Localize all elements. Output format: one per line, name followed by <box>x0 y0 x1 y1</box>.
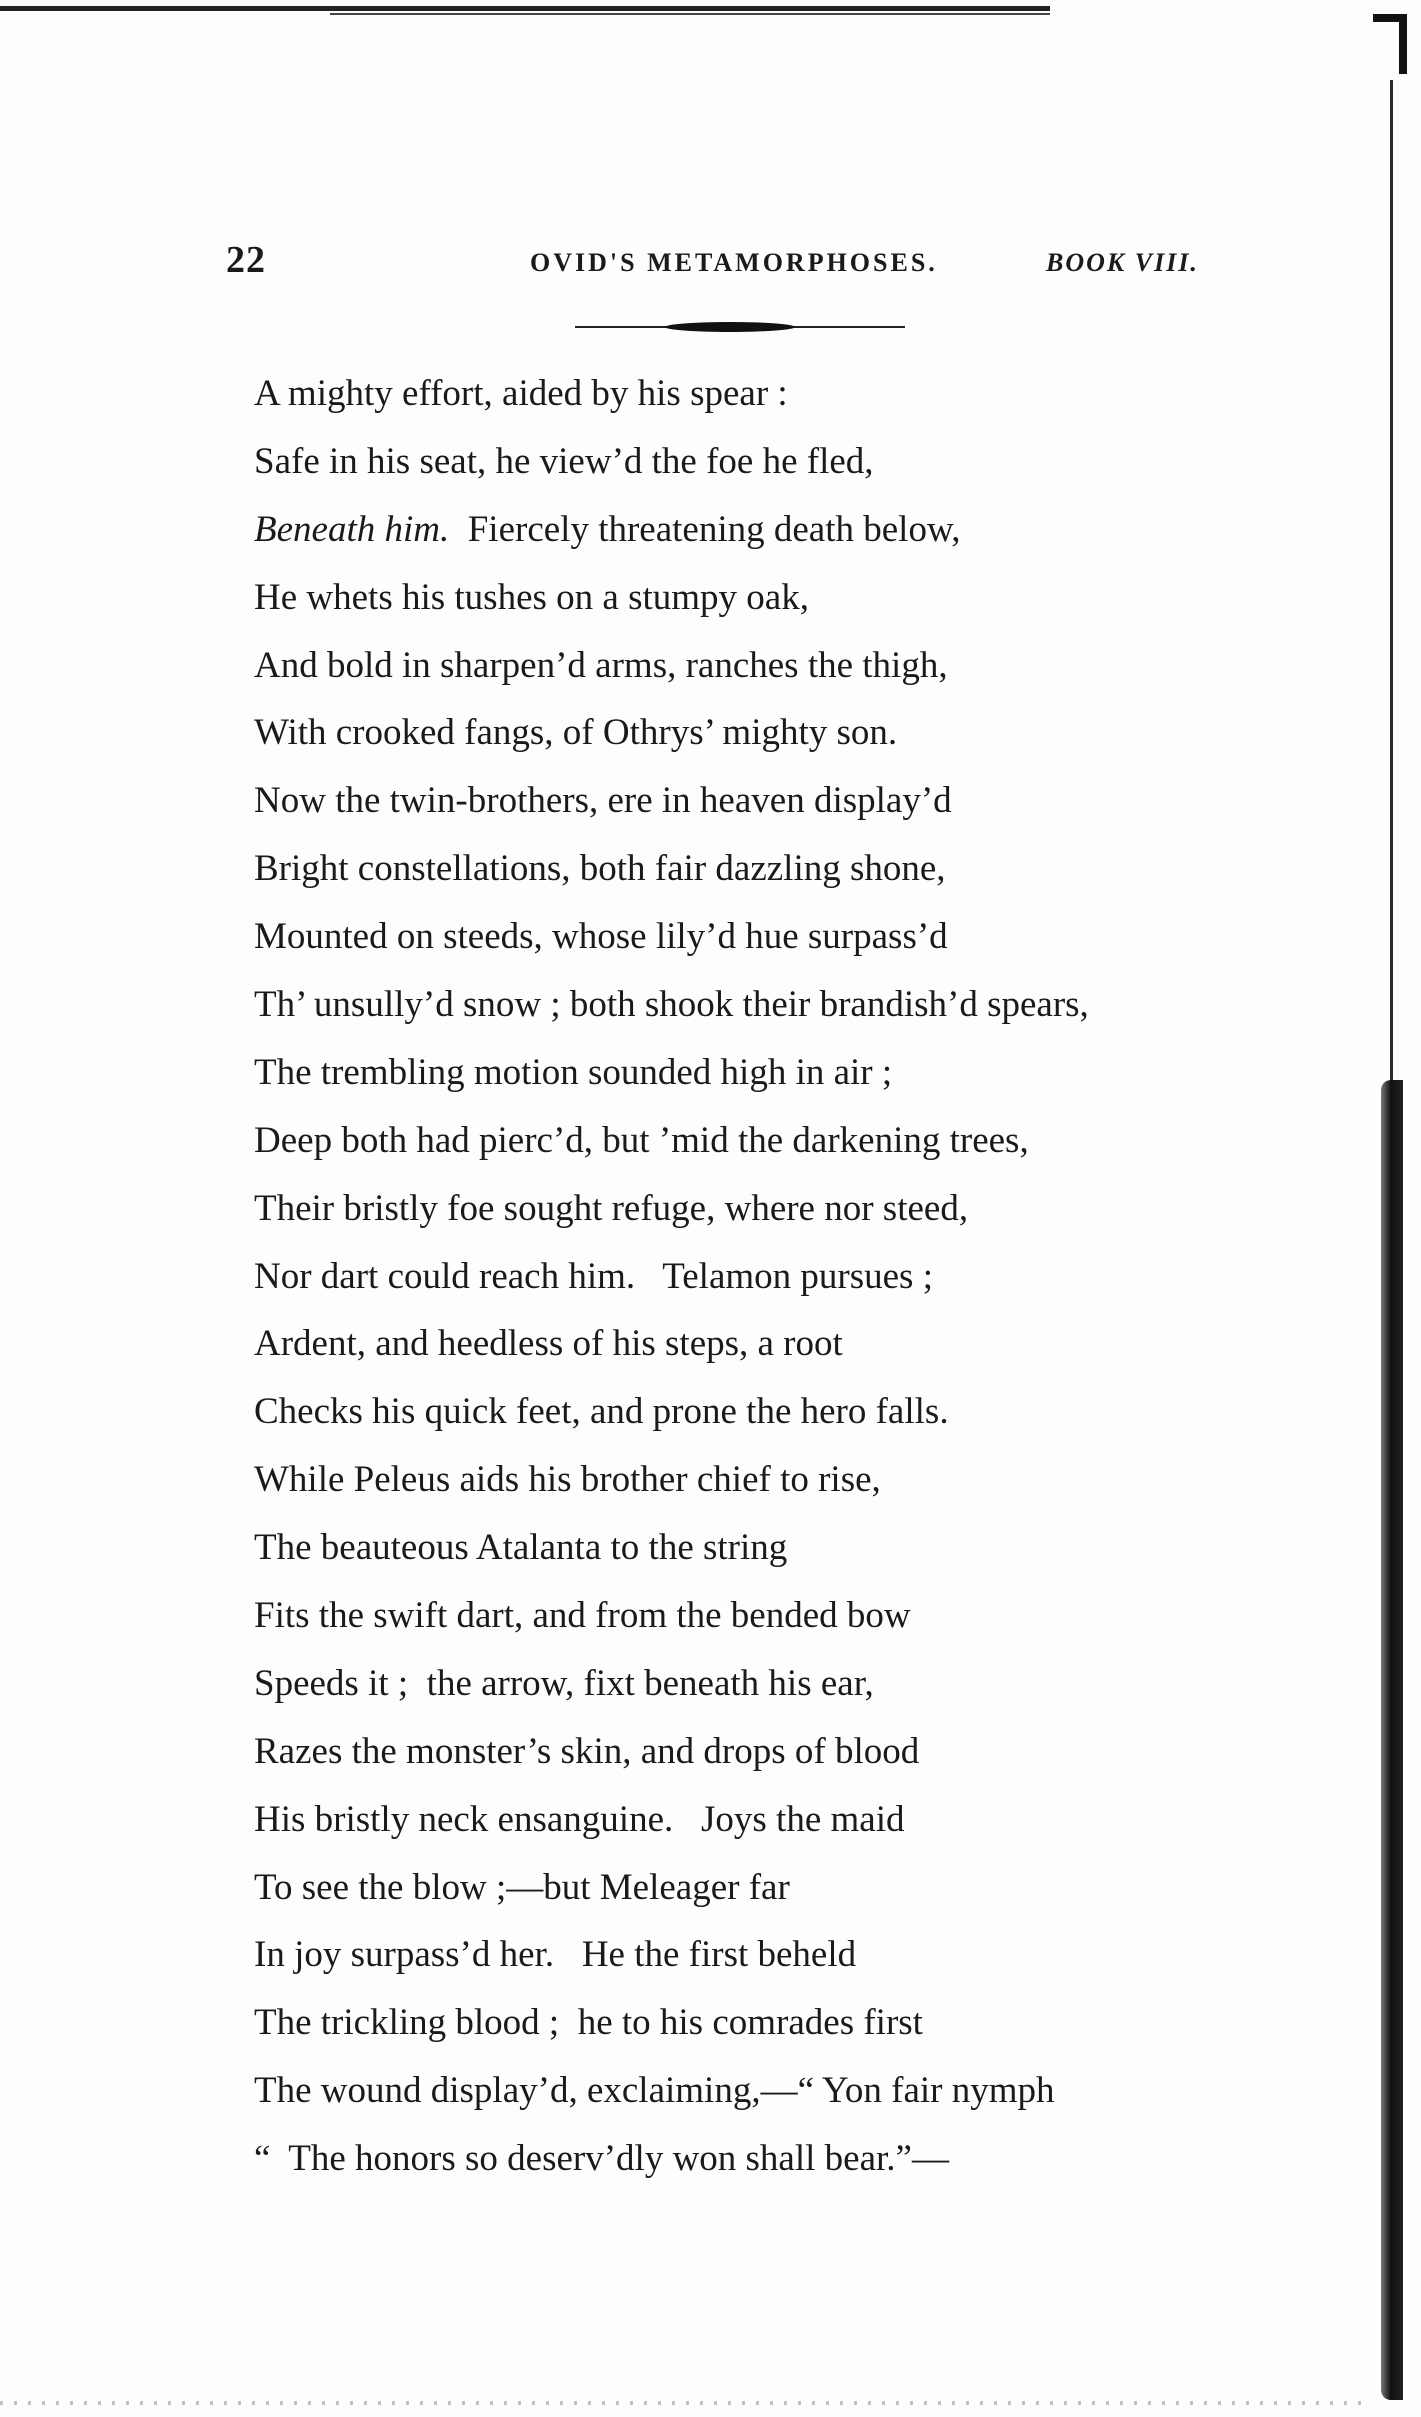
verse-text: And bold in sharpen’d arms, ranches the thigh, <box>254 644 948 686</box>
verse-text: Their bristly foe sought refuge, where nor steed, <box>254 1187 969 1229</box>
verse-line <box>254 1718 1264 1786</box>
verse-line <box>254 1582 1264 1650</box>
verse-line <box>254 1107 1264 1175</box>
verse-line <box>254 1650 1264 1718</box>
verse-text: Fits the swift dart, and from the bended bow <box>254 1595 911 1637</box>
rule-swell <box>665 322 795 332</box>
verse-text: Checks his quick feet, and prone the hero falls. <box>254 1391 949 1433</box>
verse-line <box>254 2057 1264 2125</box>
verse-line <box>254 1989 1264 2057</box>
verse-text: While Peleus aids his brother chief to rise, <box>254 1459 881 1501</box>
verse-line <box>254 1039 1264 1107</box>
verse-body <box>254 360 1264 2193</box>
verse-line <box>254 496 1264 564</box>
verse-line <box>254 564 1264 632</box>
verse-text: Bright constellations, both fair dazzling shone, <box>254 848 946 890</box>
verse-text: Fiercely threatening death below, <box>449 508 961 550</box>
verse-text: The trembling motion sounded high in air ; <box>254 1051 893 1093</box>
verse-text: Deep both had pierc’d, but ’mid the darkening trees, <box>254 1119 1029 1161</box>
verse-text: Now the twin-brothers, ere in heaven display’d <box>254 780 952 822</box>
verse-text: Razes the monster’s skin, and drops of blood <box>254 1730 920 1772</box>
binding-shadow <box>1381 1080 1403 2400</box>
verse-text: A mighty effort, aided by his spear : <box>254 373 788 414</box>
verse-text: The trickling blood ; he to his comrades first <box>254 2002 923 2044</box>
verse-text: “ The honors so deserv’dly won shall bear.”— <box>254 2138 949 2180</box>
verse-text: Nor dart could reach him. Telamon pursues ; <box>254 1255 933 1297</box>
verse-text: Safe in his seat, he view’d the foe he fled, <box>254 440 874 482</box>
verse-text: His bristly neck ensanguine. Joys the maid <box>254 1798 905 1840</box>
verse-text: He whets his tushes on a stumpy oak, <box>254 576 809 618</box>
verse-line <box>254 1514 1264 1582</box>
verse-line <box>254 1243 1264 1311</box>
verse-line <box>254 903 1264 971</box>
running-title: OVID'S METAMORPHOSES. <box>530 248 938 277</box>
verse-line <box>254 1310 1264 1378</box>
verse-text: The wound display’d, exclaiming,—“ Yon fair nymph <box>254 2070 1055 2112</box>
running-head <box>226 238 1266 288</box>
verse-text: To see the blow ;—but Meleager far <box>254 1866 790 1908</box>
verse-line <box>254 971 1264 1039</box>
verse-line <box>254 1921 1264 1989</box>
book-label: BOOK VIII. <box>1046 248 1199 277</box>
verse-line <box>254 699 1264 767</box>
bottom-edge-specks <box>0 2401 1370 2405</box>
verse-text: In joy surpass’d her. He the first beheld <box>254 1934 857 1976</box>
verse-line <box>254 1446 1264 1514</box>
verse-line <box>254 2125 1264 2193</box>
page-number: 22 <box>226 239 266 281</box>
verse-line <box>254 1786 1264 1854</box>
verse-line <box>254 1854 1264 1922</box>
verse-text: With crooked fangs, of Othrys’ mighty son. <box>254 712 898 754</box>
verse-line <box>254 767 1264 835</box>
top-edge-rule <box>0 6 1050 11</box>
verse-line <box>254 835 1264 903</box>
verse-text: Speeds it ; the arrow, fixt beneath his ear, <box>254 1662 874 1704</box>
verse-text: Mounted on steeds, whose lily’d hue surpass’d <box>254 916 948 958</box>
verse-italic-text: Beneath him. <box>254 508 450 550</box>
verse-text: Ardent, and heedless of his steps, a root <box>254 1323 843 1365</box>
verse-line <box>254 1378 1264 1446</box>
verse-line <box>254 1175 1264 1243</box>
verse-text: Th’ unsully’d snow ; both shook their brandish’d spears, <box>254 984 1089 1026</box>
verse-line <box>254 632 1264 700</box>
verse-line <box>254 360 1264 428</box>
verse-line <box>254 428 1264 496</box>
top-edge-thin-rule <box>330 13 1050 15</box>
ornamental-rule <box>575 322 905 332</box>
page-corner-mark <box>1373 14 1407 74</box>
verse-text: The beauteous Atalanta to the string <box>254 1527 788 1569</box>
